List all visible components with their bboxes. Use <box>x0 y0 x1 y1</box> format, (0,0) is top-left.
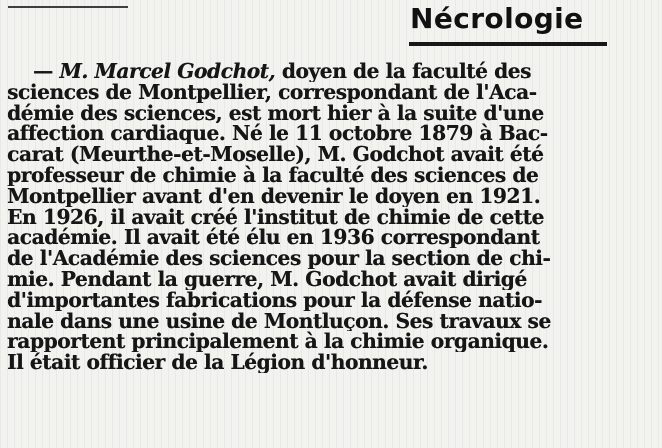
deceased-name: M. Marcel Godchot, <box>59 61 276 82</box>
article-line-2: sciences de Montpellier, correspondant de l'Aca- <box>7 81 537 103</box>
article-line-6: professeur de chimie à la faculté des sciences de <box>7 164 539 186</box>
article-line-10: de l'Académie des sciences pour la section de chi- <box>7 248 551 269</box>
article-line-9: académie. Il avait été élu en 1936 correspondant <box>7 227 540 249</box>
lead-dash: — <box>33 61 60 82</box>
article-line-1-text: doyen de la faculté des <box>275 61 531 82</box>
article-line-15: Il était officier de la Légion d'honneur. <box>7 352 428 373</box>
article-line-8: En 1926, il avait créé l'institut de chimie de cette <box>7 206 544 228</box>
cropped-top-rule <box>8 0 128 8</box>
article-line-14: rapportent principalement à la chimie organique. <box>7 331 549 353</box>
obituary-article <box>7 61 655 443</box>
article-line-11: mie. Pendant la guerre, M. Godchot avait dirigé <box>7 268 527 290</box>
article-line-5: carat (Meurthe-et-Moselle), M. Godchot avait été <box>7 144 544 165</box>
article-line-1 <box>7 61 655 82</box>
article-line-4: affection cardiaque. Né le 11 octobre 1879 à Bac- <box>7 123 548 145</box>
title-underline <box>409 42 607 46</box>
article-line-13: nale dans une usine de Montluçon. Ses travaux se <box>7 310 551 332</box>
article-line-12: d'importantes fabrications pour la défense natio- <box>7 289 542 311</box>
section-title: Nécrologie <box>410 2 584 35</box>
article-line-7: Montpellier avant d'en devenir le doyen en 1921. <box>7 185 541 207</box>
article-line-3: démie des sciences, est mort hier à la suite d'une <box>7 102 544 124</box>
